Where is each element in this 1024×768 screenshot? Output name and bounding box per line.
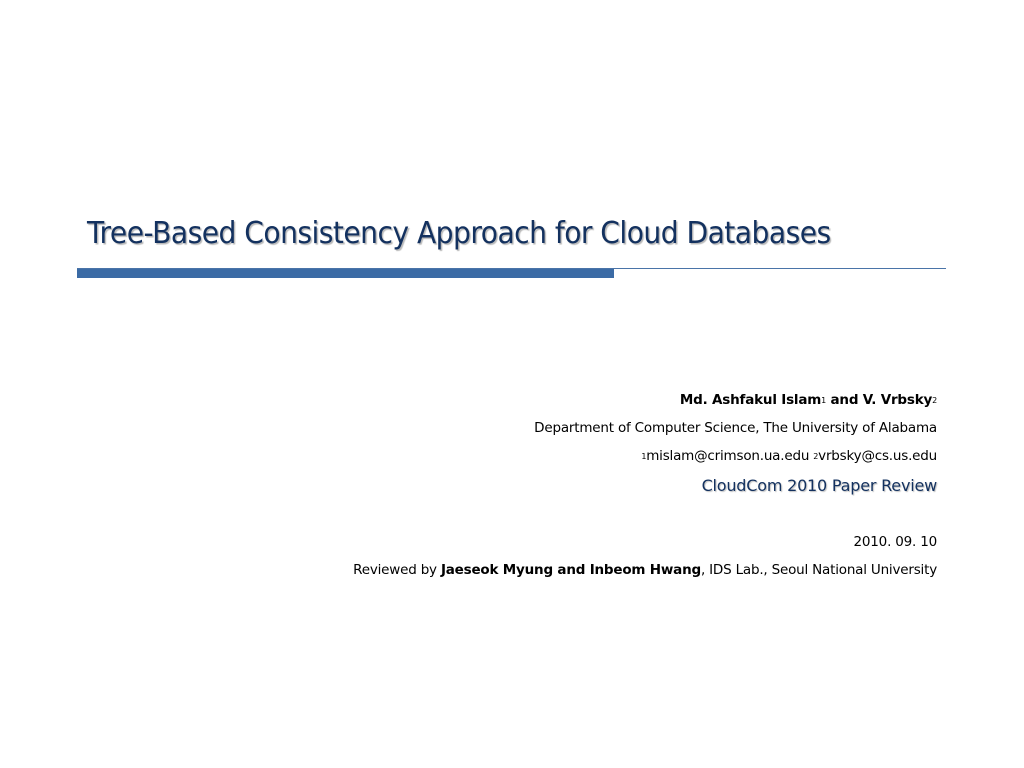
email-2-mark: 2 bbox=[813, 452, 819, 461]
email-2: vrbsky@cs.us.edu bbox=[818, 448, 937, 464]
emails-line bbox=[77, 444, 937, 474]
date-line: 2010. 09. 10 bbox=[853, 534, 937, 550]
author-info-block bbox=[77, 388, 937, 586]
department-line: Department of Computer Science, The University of Alabama bbox=[534, 420, 937, 436]
author-1-name: Md. Ashfakul Islam bbox=[679, 392, 822, 408]
authors-line bbox=[77, 388, 937, 416]
email-1: mislam@crimson.ua.edu bbox=[646, 448, 810, 464]
email-1-mark: 1 bbox=[641, 452, 647, 461]
reviewer-affiliation: , IDS Lab., Seoul National University bbox=[700, 562, 937, 578]
reviewed-by-line bbox=[77, 558, 937, 586]
author-2-name: and V. Vrbsky bbox=[826, 392, 933, 408]
venue-line: CloudCom 2010 Paper Review bbox=[701, 476, 937, 495]
spacer bbox=[77, 506, 937, 530]
reviewed-prefix: Reviewed by bbox=[353, 562, 441, 578]
title-accent-bar bbox=[77, 269, 614, 278]
author-1-affiliation-mark: 1 bbox=[821, 396, 826, 405]
reviewer-names: Jaeseok Myung and Inbeom Hwang bbox=[440, 562, 701, 578]
author-2-affiliation-mark: 2 bbox=[932, 396, 937, 405]
slide-title: Tree-Based Consistency Approach for Cloud Databases bbox=[87, 216, 831, 251]
